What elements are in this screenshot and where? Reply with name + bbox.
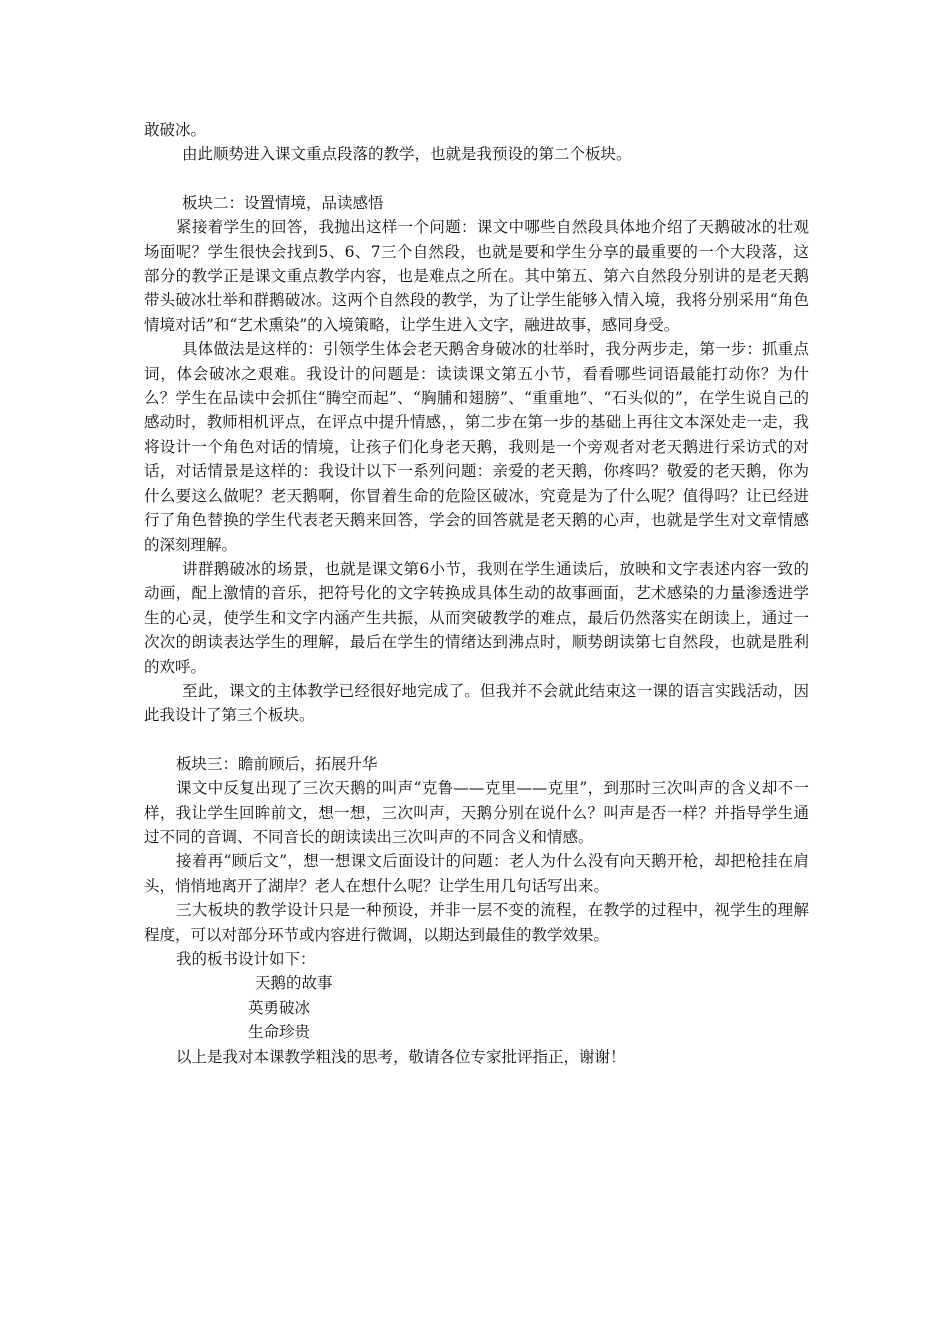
blank-line [144, 728, 809, 752]
board-line: 英勇破冰 [248, 998, 311, 1017]
blank-line [144, 167, 809, 191]
paragraph-body: 课文中反复出现了三次天鹅的叫声“克鲁——克里——克里”，到那时三次叫声的含义却不一样，我让学生回眸前文，想一想，三次叫声，天鹅分别在说什么？叫声是否一样？并指导学生通过不同的音调、不同音长的朗读读出三次叫声的不同含义和情感。 [144, 779, 809, 846]
paragraph-body: 讲群鹅破冰的场景，也就是课文第6小节，我则在学生通读后，放映和文字表述内容一致的动画，配上激情的音乐，把符号化的文字转换成具体生动的故事画面，艺术感染的力量渗透进学生的心灵，使学生和文字内涵产生共振，从而突破教学的难点，最后仍然落实在朗读上，通过一次次的朗读表达学生的理解，最后在学生的情绪达到沸点时，顺势朗读第七自然段，也就是胜利的欢呼。 [144, 559, 809, 676]
paragraph-body: 紧接着学生的回答，我抛出这样一个问题：课文中哪些自然段具体地介绍了天鹅破冰的壮观场面呢？学生很快会找到5、6、7三个自然段，也就是要和学生分享的最重要的一个大段落，这部分的教学正是课文重点教学内容，也是难点之所在。其中第五、第六自然段分别讲的是老天鹅带头破冰壮举和群鹅破冰。这两个自然段的教学，为了让学生能够入情入境，我将分别采用“角色情境对话”和“艺术熏染”的入境策略，让学生进入文字，融进故事，感同身受。 [144, 218, 809, 334]
paragraph-continuation: 敢破冰。 [144, 121, 207, 139]
paragraph-body: 接着再“顾后文”，想一想课文后面设计的问题：老人为什么没有向天鹅开枪，却把枪挂在肩头，悄悄地离开了湖岸？老人在想什么呢？让学生用几句话写出来。 [144, 852, 809, 895]
section-heading-2: 板块二：设置情境，品读感悟 [182, 193, 384, 212]
document-page [144, 118, 809, 1069]
section-heading-3: 板块三：瞻前顾后，拓展升华 [176, 754, 378, 773]
board-title: 天鹅的故事 [255, 974, 333, 993]
paragraph-transition: 由此顺势进入课文重点段落的教学，也就是我预设的第二个板块。 [182, 145, 632, 164]
paragraph-closing: 以上是我对本课教学粗浅的思考，敬请各位专家批评指正，谢谢！ [176, 1047, 626, 1066]
paragraph-body: 具体做法是这样的：引领学生体会老天鹅舍身破冰的壮举时，我分两步走，第一步：抓重点词，体会破冰之艰难。我设计的问题是：读读课文第五小节，看看哪些词语最能打动你？为什么？学生在品读中会抓住“腾空而起”、“胸脯和翅膀”、“重重地”、“石头似的”，在学生说自己的感动时，教师相机评点，在评点中提升情感，，第二步在第一步的基础上再往文本深处走一走，我将设计一个角色对话的情境，让孩子们化身老天鹅，我则是一个旁观者对老天鹅进行采访式的对话，对话情景是这样的：我设计以下一系列问题：亲爱的老天鹅，你疼吗？敬爱的老天鹅，你为什么要这么做呢？老天鹅啊，你冒着生命的危险区破冰，究竟是为了什么呢？值得吗？让已经进行了角色替换的学生代表老天鹅来回答，学会的回答就是老天鹅的心声，也就是学生对文章情感的深刻理解。 [144, 340, 809, 554]
paragraph-body: 三大板块的教学设计只是一种预设，并非一层不变的流程，在教学的过程中，视学生的理解程度，可以对部分环节或内容进行微调，以期达到最佳的教学效果。 [144, 901, 809, 944]
board-line: 生命珍贵 [248, 1023, 311, 1042]
paragraph-body: 至此，课文的主体教学已经很好地完成了。但我并不会就此结束这一课的语言实践活动，因此我设计了第三个板块。 [144, 681, 809, 725]
paragraph-board-intro: 我的板书设计如下： [176, 950, 316, 968]
